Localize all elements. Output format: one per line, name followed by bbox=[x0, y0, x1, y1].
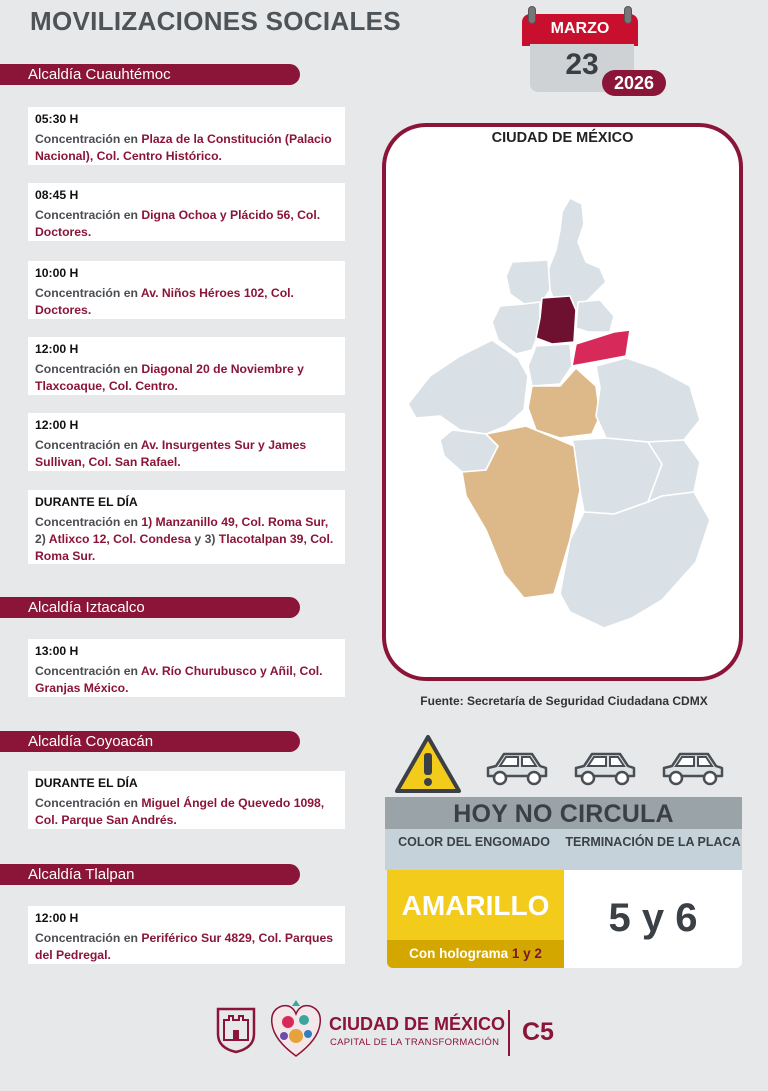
map-source: Fuente: Secretaría de Seguridad Ciudadana CDMX bbox=[420, 694, 708, 708]
event-type: Concentración bbox=[35, 931, 121, 945]
hoy-no-circula-columns bbox=[385, 829, 742, 870]
map-region-milpa-alta bbox=[560, 492, 710, 628]
column-header-plate: TERMINACIÓN DE LA PLACA bbox=[565, 835, 741, 849]
event-time: 12:00 H bbox=[35, 342, 79, 356]
footer-tagline: CAPITAL DE LA TRANSFORMACIÓN bbox=[330, 1037, 500, 1048]
event-card bbox=[28, 771, 345, 829]
event-location: Av. Niños Héroes 102, Col. Doctores. bbox=[35, 286, 294, 317]
footer-c5-logo: C5 bbox=[522, 1018, 554, 1046]
event-description bbox=[35, 514, 338, 565]
event-card bbox=[28, 261, 345, 319]
event-time: DURANTE EL DÍA bbox=[35, 776, 138, 790]
event-connector: en bbox=[120, 931, 142, 945]
event-description bbox=[35, 795, 338, 829]
event-connector: en bbox=[120, 208, 142, 222]
map-region-iztapalapa bbox=[596, 358, 700, 442]
event-type: Concentración bbox=[35, 515, 121, 529]
cdmx-shield-icon bbox=[215, 1006, 257, 1054]
calendar-day: 23 bbox=[565, 48, 599, 81]
event-location: Periférico Sur 4829, Col. Parques del Pedregal. bbox=[35, 931, 334, 962]
event-time: 12:00 H bbox=[35, 418, 79, 432]
event-location: Av. Río Churubusco y Añil, Col. Granjas México. bbox=[35, 664, 323, 695]
event-location: Av. Insurgentes Sur y James Sullivan, Col. San Rafael. bbox=[35, 438, 307, 469]
event-location: Digna Ochoa y Plácido 56, Col. Doctores. bbox=[35, 208, 321, 239]
section-header-iztacalco: Alcaldía Iztacalco bbox=[0, 597, 300, 618]
event-connector: en bbox=[120, 132, 142, 146]
event-card bbox=[28, 413, 345, 471]
event-type: Concentración bbox=[35, 664, 121, 678]
cdmx-map bbox=[400, 190, 730, 630]
event-type: Concentración bbox=[35, 362, 121, 376]
event-connector: en bbox=[120, 515, 142, 529]
calendar-month: MARZO bbox=[550, 20, 610, 37]
event-card bbox=[28, 107, 345, 165]
event-type: Concentración bbox=[35, 208, 121, 222]
event-type: Concentración bbox=[35, 286, 121, 300]
footer-divider bbox=[508, 1010, 510, 1056]
footer-org-name: CIUDAD DE MÉXICO bbox=[329, 1014, 506, 1034]
event-card bbox=[28, 906, 345, 964]
car-icon bbox=[658, 748, 728, 790]
map-title: CIUDAD DE MÉXICO bbox=[491, 130, 634, 146]
event-location: Atlixco 12, Col. Condesa bbox=[48, 532, 192, 546]
event-type: Concentración bbox=[35, 438, 121, 452]
event-description bbox=[35, 930, 338, 964]
event-card bbox=[28, 490, 345, 564]
event-card bbox=[28, 639, 345, 697]
event-time: DURANTE EL DÍA bbox=[35, 495, 138, 509]
sticker-color: AMARILLO bbox=[387, 870, 564, 940]
section-header-tlalpan: Alcaldía Tlalpan bbox=[0, 864, 300, 885]
hologram-numbers: 1 y 2 bbox=[511, 946, 542, 961]
event-description bbox=[35, 361, 338, 395]
map-region-cuauhtemoc bbox=[536, 296, 576, 344]
hologram-prefix: Con holograma bbox=[409, 946, 512, 961]
event-time: 08:45 H bbox=[35, 188, 79, 202]
section-header-cuauhtemoc: Alcaldía Cuauhtémoc bbox=[0, 64, 300, 85]
event-description bbox=[35, 131, 338, 165]
event-card bbox=[28, 183, 345, 241]
event-description bbox=[35, 285, 338, 319]
event-time: 13:00 H bbox=[35, 644, 79, 658]
event-connector: y 3) bbox=[191, 532, 219, 546]
heart-art-logo-icon bbox=[266, 996, 326, 1062]
event-connector: en bbox=[120, 362, 142, 376]
event-description bbox=[35, 437, 338, 471]
event-location: Plaza de la Constitución (Palacio Nacional), Col. Centro Histórico. bbox=[35, 132, 332, 163]
event-type: Concentración bbox=[35, 796, 121, 810]
event-connector: en bbox=[120, 286, 141, 300]
warning-icon bbox=[393, 733, 463, 797]
event-location: Tlacotalpan 39, Col. Roma Sur. bbox=[35, 532, 334, 563]
event-connector: en bbox=[120, 438, 141, 452]
event-connector: en bbox=[120, 796, 142, 810]
event-time: 12:00 H bbox=[35, 911, 79, 925]
map-region-alvaro-obregon bbox=[408, 340, 528, 434]
hoy-no-circula-heading: HOY NO CIRCULA bbox=[385, 797, 742, 829]
event-type: Concentración bbox=[35, 132, 121, 146]
car-icon bbox=[482, 748, 552, 790]
event-connector: 2) bbox=[35, 532, 49, 546]
calendar-year: 2026 bbox=[602, 70, 666, 96]
section-header-coyoacan: Alcaldía Coyoacán bbox=[0, 731, 300, 752]
page-title: MOVILIZACIONES SOCIALES bbox=[30, 6, 401, 36]
car-icon bbox=[570, 748, 640, 790]
event-time: 05:30 H bbox=[35, 112, 79, 126]
map-region-venustiano-carranza bbox=[576, 300, 614, 332]
event-location: 1) Manzanillo 49, Col. Roma Sur, bbox=[141, 515, 329, 529]
plate-endings: 5 y 6 bbox=[564, 870, 742, 968]
hologram-note bbox=[387, 940, 564, 968]
event-location: Diagonal 20 de Noviembre y Tlaxcoaque, Col. Centro. bbox=[35, 362, 304, 393]
column-header-color: COLOR DEL ENGOMADO bbox=[398, 835, 550, 849]
event-description bbox=[35, 663, 338, 697]
event-connector: en bbox=[120, 664, 141, 678]
event-description bbox=[35, 207, 338, 241]
event-location: Miguel Ángel de Quevedo 1098, Col. Parque San Andrés. bbox=[35, 796, 325, 827]
event-time: 10:00 H bbox=[35, 266, 79, 280]
event-card bbox=[28, 337, 345, 395]
